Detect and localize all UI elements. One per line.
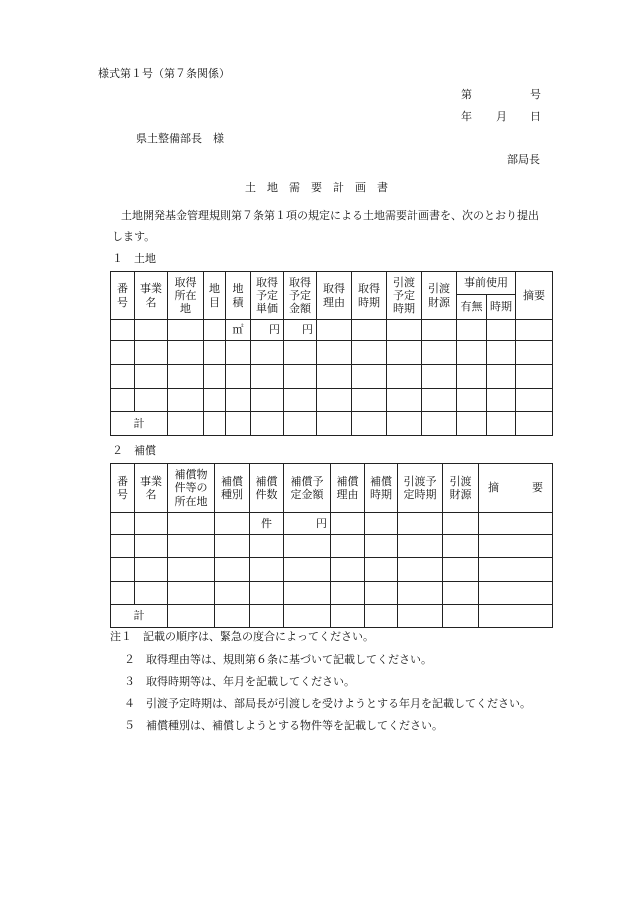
note-4: ４ 引渡予定時期は、部局長が引渡しを受けようとする年月を記載してください。 <box>124 697 531 710</box>
number-suffix: 号 <box>530 88 541 101</box>
header-amount: 取得 予定 金額 <box>284 272 317 320</box>
header-fund: 引渡 財源 <box>422 272 457 320</box>
section2-heading: ２ 補償 <box>112 444 156 457</box>
intro-text-line2: します。 <box>112 230 156 243</box>
date-month: 月 <box>496 110 507 123</box>
header-unit-price: 取得 予定 単価 <box>251 272 284 320</box>
table-row <box>111 341 553 365</box>
header-land-category: 地 目 <box>204 272 226 320</box>
header-prior-use-has: 有無 <box>457 295 487 320</box>
table-row <box>111 535 553 558</box>
header-handover: 引渡予 定時期 <box>398 464 443 513</box>
total-label: 計 <box>111 605 168 628</box>
header-prior-use: 事前使用 <box>457 272 516 295</box>
header-type: 補償 種別 <box>215 464 250 513</box>
header-prior-use-time: 時期 <box>487 295 516 320</box>
total-label: 計 <box>111 412 168 436</box>
form-id: 様式第１号（第７条関係） <box>98 67 230 80</box>
header-count: 補償 件数 <box>250 464 284 513</box>
unit-area: ㎡ <box>226 320 251 341</box>
table-row <box>111 320 553 341</box>
header-timing: 取得 時期 <box>352 272 387 320</box>
intro-text-line1: 土地開発基金管理規則第７条第１項の規定による土地需要計画書を、次のとおり提出 <box>121 209 539 222</box>
header-amount: 補償予 定金額 <box>284 464 331 513</box>
table-row <box>111 365 553 389</box>
header-reason: 取得 理由 <box>317 272 352 320</box>
document-title: 土 地 需 要 計 画 書 <box>245 181 388 194</box>
header-reason: 補償 理由 <box>331 464 365 513</box>
sender: 部局長 <box>507 153 540 166</box>
note-3: ３ 取得時期等は、年月を記載してください。 <box>124 675 355 688</box>
table-row <box>111 582 553 605</box>
number-prefix: 第 <box>461 88 472 101</box>
compensation-table <box>110 463 553 628</box>
unit-amount: 円 <box>284 320 317 341</box>
table-row <box>111 389 553 412</box>
date-year: 年 <box>461 110 472 123</box>
header-no: 番 号 <box>111 272 135 320</box>
date-day: 日 <box>530 110 541 123</box>
table-row <box>111 513 553 535</box>
note-5: ５ 補償種別は、補償しようとする物件等を記載してください。 <box>124 719 443 732</box>
total-row <box>111 412 553 436</box>
total-row <box>111 605 553 628</box>
header-remarks: 摘要 <box>516 272 553 320</box>
table-row <box>111 558 553 582</box>
note-2: ２ 取得理由等は、規則第６条に基づいて記載してください。 <box>124 653 432 666</box>
header-project: 事業 名 <box>135 464 168 513</box>
header-location: 取得 所在 地 <box>168 272 204 320</box>
header-remarks: 摘 要 <box>479 464 553 513</box>
addressee: 県土整備部長 様 <box>136 132 224 145</box>
header-no: 番 号 <box>111 464 135 513</box>
header-handover: 引渡 予定 時期 <box>387 272 422 320</box>
land-table <box>110 271 553 436</box>
unit-count: 件 <box>250 513 284 535</box>
unit-amount: 円 <box>284 513 331 535</box>
header-fund: 引渡 財源 <box>443 464 479 513</box>
header-location: 補償物 件等の 所在地 <box>168 464 215 513</box>
note-1: 注１ 記載の順序は、緊急の度合によってください。 <box>110 630 374 643</box>
header-project: 事業 名 <box>135 272 168 320</box>
header-area: 地 積 <box>226 272 251 320</box>
section1-heading: １ 土地 <box>112 252 156 265</box>
header-timing: 補償 時期 <box>365 464 398 513</box>
unit-unit-price: 円 <box>251 320 284 341</box>
